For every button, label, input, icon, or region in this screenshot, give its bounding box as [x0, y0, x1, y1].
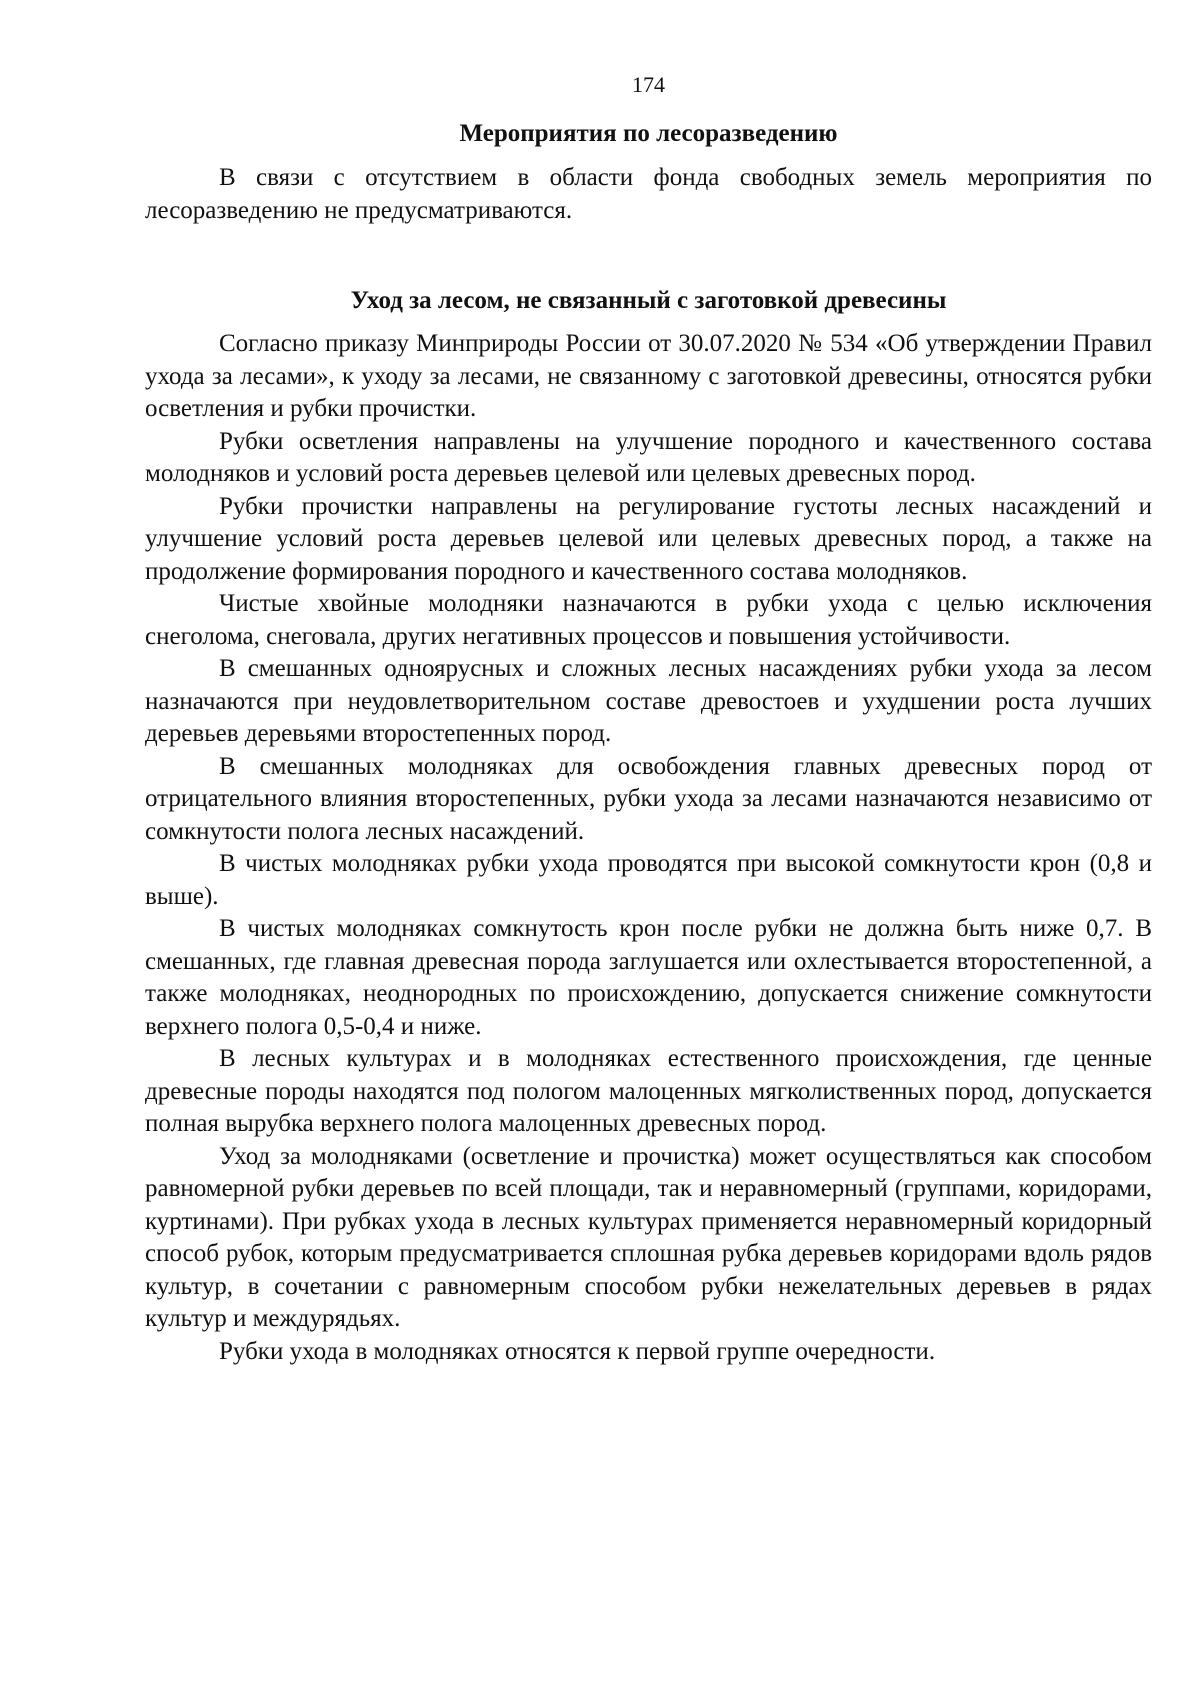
paragraph: В связи с отсутствием в области фонда свободных земель мероприятия по лесоразведению не предусматриваются.	[145, 164, 1152, 224]
paragraph: Согласно приказу Минприроды России от 30.07.2020 № 534 «Об утверждении Правил ухода за лесами», к уходу за лесами, не связанному с заготовкой древесины, относятся рубки осветления и рубки прочистки.	[145, 330, 1152, 422]
paragraph: Чистые хвойные молодняки назначаются в рубки ухода с целью исключения снеголома, снеговала, других негативных процессов и повышения устойчивости.	[145, 590, 1152, 650]
page-number: 174	[632, 72, 665, 97]
paragraph: В смешанных молодняках для освобождения главных древесных пород от отрицательного влияния второстепенных, рубки ухода за лесами назначаются независимо от сомкнутости полога лесных насаждений.	[145, 752, 1152, 845]
paragraph: В чистых молодняках рубки ухода проводятся при высокой сомкнутости крон (0,8 и выше).	[145, 850, 1152, 910]
paragraph: Уход за молодняками (осветление и прочистка) может осуществляться как способом равномерной рубки деревьев по всей площади, так и неравномерный (группами, коридорами, куртинами). При рубках ухода в лесных культурах применяется неравномерный коридорный способ рубок, которым предусматривается сплошная рубка деревьев коридорами вдоль рядов культур, в сочетании с равномерным способом рубки нежелательных деревьев в рядах культур и междурядьях.	[145, 1142, 1152, 1332]
paragraph: В чистых молодняках сомкнутость крон после рубки не должна быть ниже 0,7. В смешанных, где главная древесная порода заглушается или охлестывается второстепенной, а также молодняках, неоднородных по происхождению, допускается снижение сомкнутости верхнего полога 0,5-0,4 и ниже.	[145, 915, 1152, 1040]
paragraph: В смешанных одноярусных и сложных лесных насаждениях рубки ухода за лесом назначаются при неудовлетворительном составе древостоев и ухудшении роста лучших деревьев деревьями второстепенных пород.	[145, 655, 1152, 747]
paragraph: В лесных культурах и в молодняках естественного происхождения, где ценные древесные породы находятся под пологом малоценных мягколиственных пород, допускается полная вырубка верхнего полога малоценных древесных пород.	[145, 1045, 1152, 1137]
paragraph: Рубки ухода в молодняках относятся к первой группе очередности.	[219, 1337, 936, 1365]
section-body-forest-care	[145, 328, 1152, 1368]
paragraph: Рубки осветления направлены на улучшение породного и качественного состава молодняков и условий роста деревьев целевой или целевых древесных пород.	[145, 427, 1152, 487]
section-body-afforestation	[145, 162, 1152, 227]
section-title-afforestation: Мероприятия по лесоразведению	[459, 120, 838, 147]
paragraph: Рубки прочистки направлены на регулирование густоты лесных насаждений и улучшение условий роста деревьев целевой или целевых древесных пород, а также на продолжение формирования породного и качественного состава молодняков.	[145, 492, 1152, 585]
section-title-forest-care: Уход за лесом, не связанный с заготовкой древесины	[350, 287, 947, 314]
